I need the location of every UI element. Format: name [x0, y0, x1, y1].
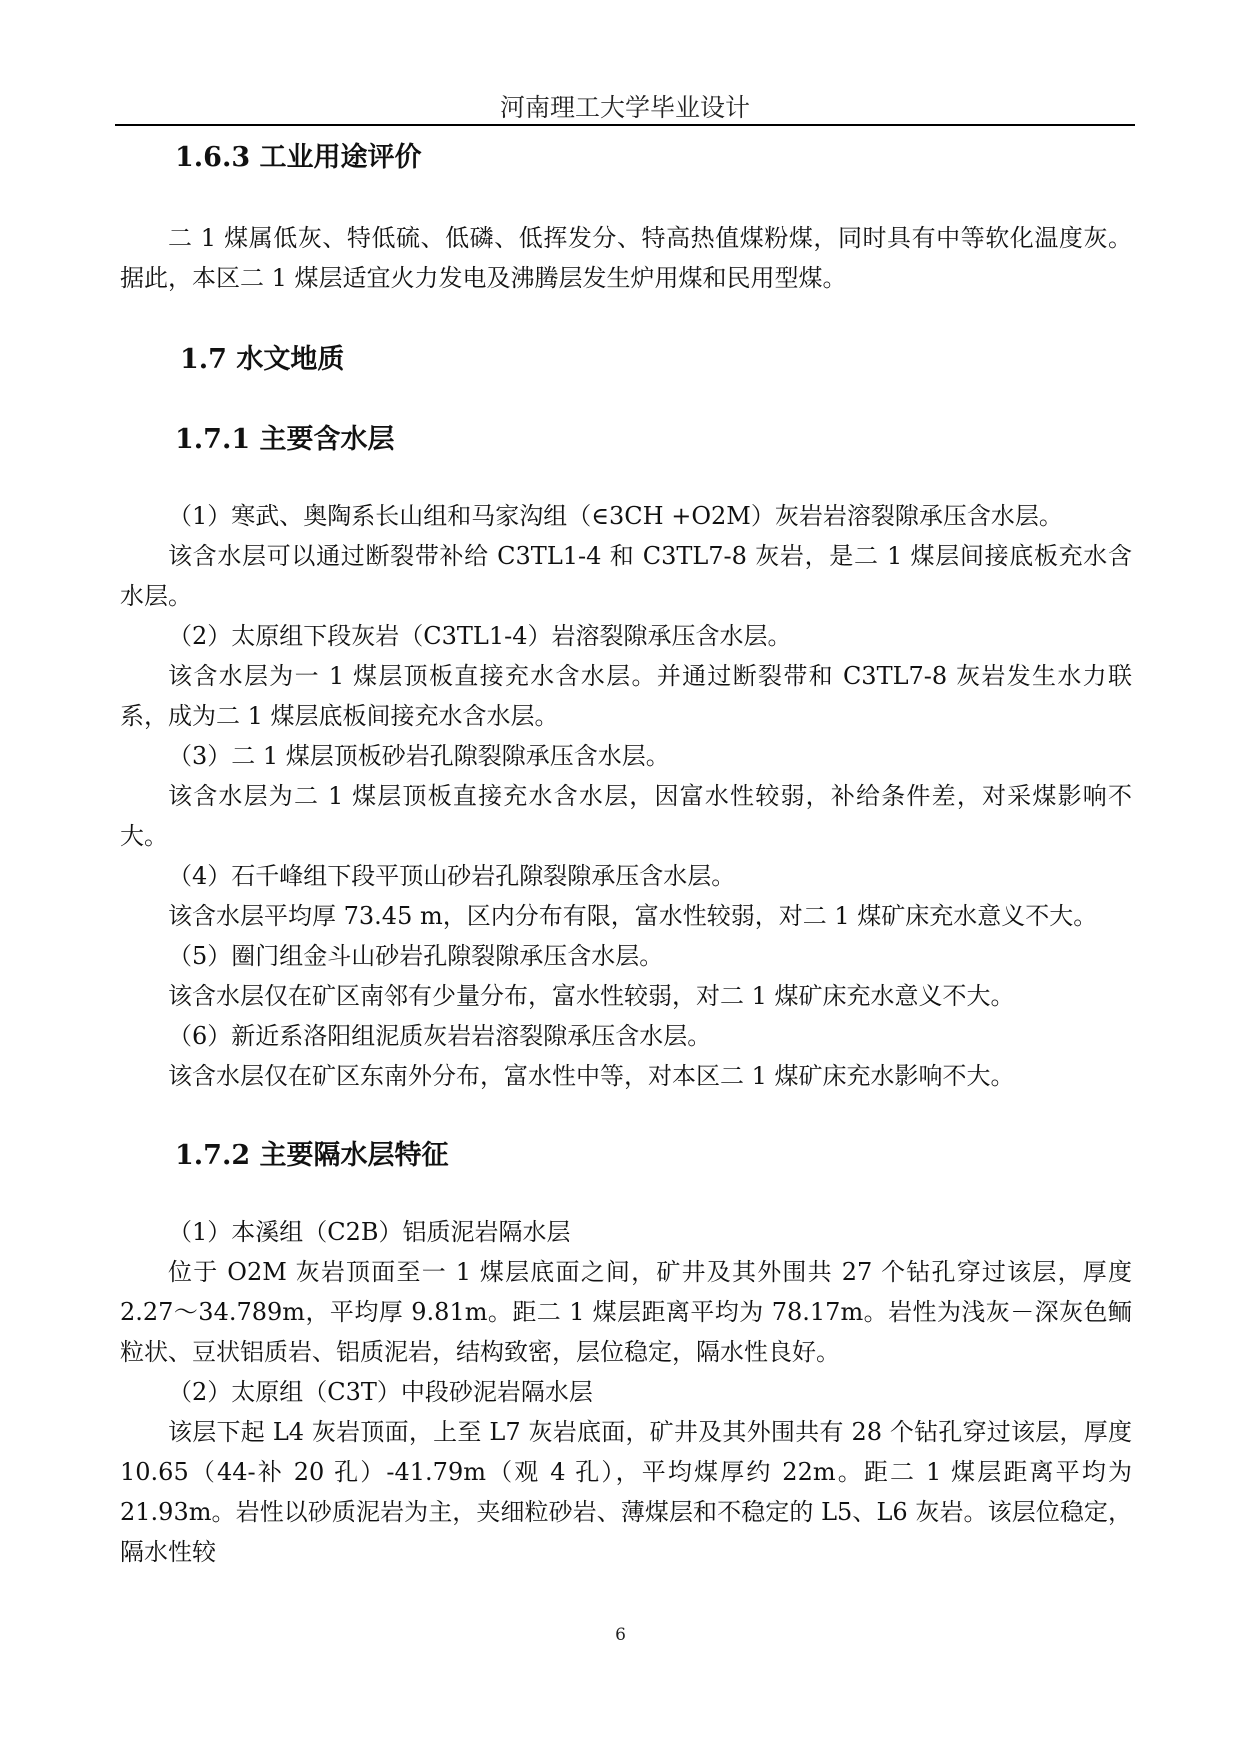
heading-1-7: 1.7 水文地质 — [180, 344, 345, 375]
aquifer-6-desc: 该含水层仅在矿区东南外分布，富水性中等，对本区二 1 煤矿床充水影响不大。 — [168, 1062, 1015, 1090]
page-number: 6 — [615, 1625, 626, 1645]
aquifer-1-title: （1）寒武、奥陶系长山组和马家沟组（∈3CH +O2M）灰岩岩溶裂隙承压含水层。 — [168, 502, 1063, 530]
aquifer-6-title: （6）新近系洛阳组泥质灰岩岩溶裂隙承压含水层。 — [168, 1022, 712, 1050]
aquiclude-1-desc: 位于 O2M 灰岩顶面至一 1 煤层底面之间，矿井及其外围共 27 个钻孔穿过该层，厚度 2.27～34.789m，平均厚 9.81m。距二 1 煤层距离平均为 78.17m。岩性为浅灰－深灰色鲕粒状、豆状铝质岩、铝质泥岩，结构致密，层位稳定，隔水性良好。 — [120, 1258, 1132, 1366]
paragraph-industrial-use: 二 1 煤属低灰、特低硫、低磷、低挥发分、特高热值煤粉煤，同时具有中等软化温度灰。据此，本区二 1 煤层适宜火力发电及沸腾层发生炉用煤和民用型煤。 — [120, 224, 1132, 292]
aquiclude-2-title: （2）太原组（C3T）中段砂泥岩隔水层 — [168, 1378, 593, 1406]
aquifer-5-title: （5）圈门组金斗山砂岩孔隙裂隙承压含水层。 — [168, 942, 664, 970]
heading-1-7-1: 1.7.1 主要含水层 — [175, 424, 395, 455]
aquiclude-list — [120, 1212, 1132, 1572]
heading-1-6-3: 1.6.3 工业用途评价 — [175, 142, 422, 173]
aquifer-2-desc: 该含水层为一 1 煤层顶板直接充水含水层。并通过断裂带和 C3TL7-8 灰岩发生水力联系，成为二 1 煤层底板间接充水含水层。 — [120, 662, 1132, 730]
aquifer-3-title: （3）二 1 煤层顶板砂岩孔隙裂隙承压含水层。 — [168, 742, 670, 770]
aquiclude-1-title: （1）本溪组（C2B）铝质泥岩隔水层 — [168, 1218, 571, 1246]
heading-1-7-2: 1.7.2 主要隔水层特征 — [175, 1140, 449, 1171]
aquifer-4-title: （4）石千峰组下段平顶山砂岩孔隙裂隙承压含水层。 — [168, 862, 736, 890]
aquifer-3-desc: 该含水层为二 1 煤层顶板直接充水含水层，因富水性较弱，补给条件差，对采煤影响不大。 — [120, 782, 1132, 850]
aquifer-4-desc: 该含水层平均厚 73.45 m，区内分布有限，富水性较弱，对二 1 煤矿床充水意义不大。 — [168, 902, 1098, 930]
page-content — [120, 138, 1132, 1572]
aquifer-1-desc: 该含水层可以通过断裂带补给 C3TL1-4 和 C3TL7-8 灰岩，是二 1 煤层间接底板充水含水层。 — [120, 542, 1132, 610]
header-rule — [115, 124, 1135, 126]
aquifer-5-desc: 该含水层仅在矿区南邻有少量分布，富水性较弱，对二 1 煤矿床充水意义不大。 — [168, 982, 1015, 1010]
page-header: 河南理工大学毕业设计 — [499, 93, 750, 122]
aquifer-2-title: （2）太原组下段灰岩（C3TL1-4）岩溶裂隙承压含水层。 — [168, 622, 792, 650]
aquiclude-2-desc: 该层下起 L4 灰岩顶面，上至 L7 灰岩底面，矿井及其外围共有 28 个钻孔穿过该层，厚度 10.65（44-补 20 孔）-41.79m（观 4 孔），平均煤厚约 22m。距二 1 煤层距离平均为 21.93m。岩性以砂质泥岩为主，夹细粒砂岩、薄煤层和不稳定的 L5、L6 灰岩。该层位稳定，隔水性较 — [120, 1418, 1132, 1566]
aquifer-list — [120, 496, 1132, 1096]
